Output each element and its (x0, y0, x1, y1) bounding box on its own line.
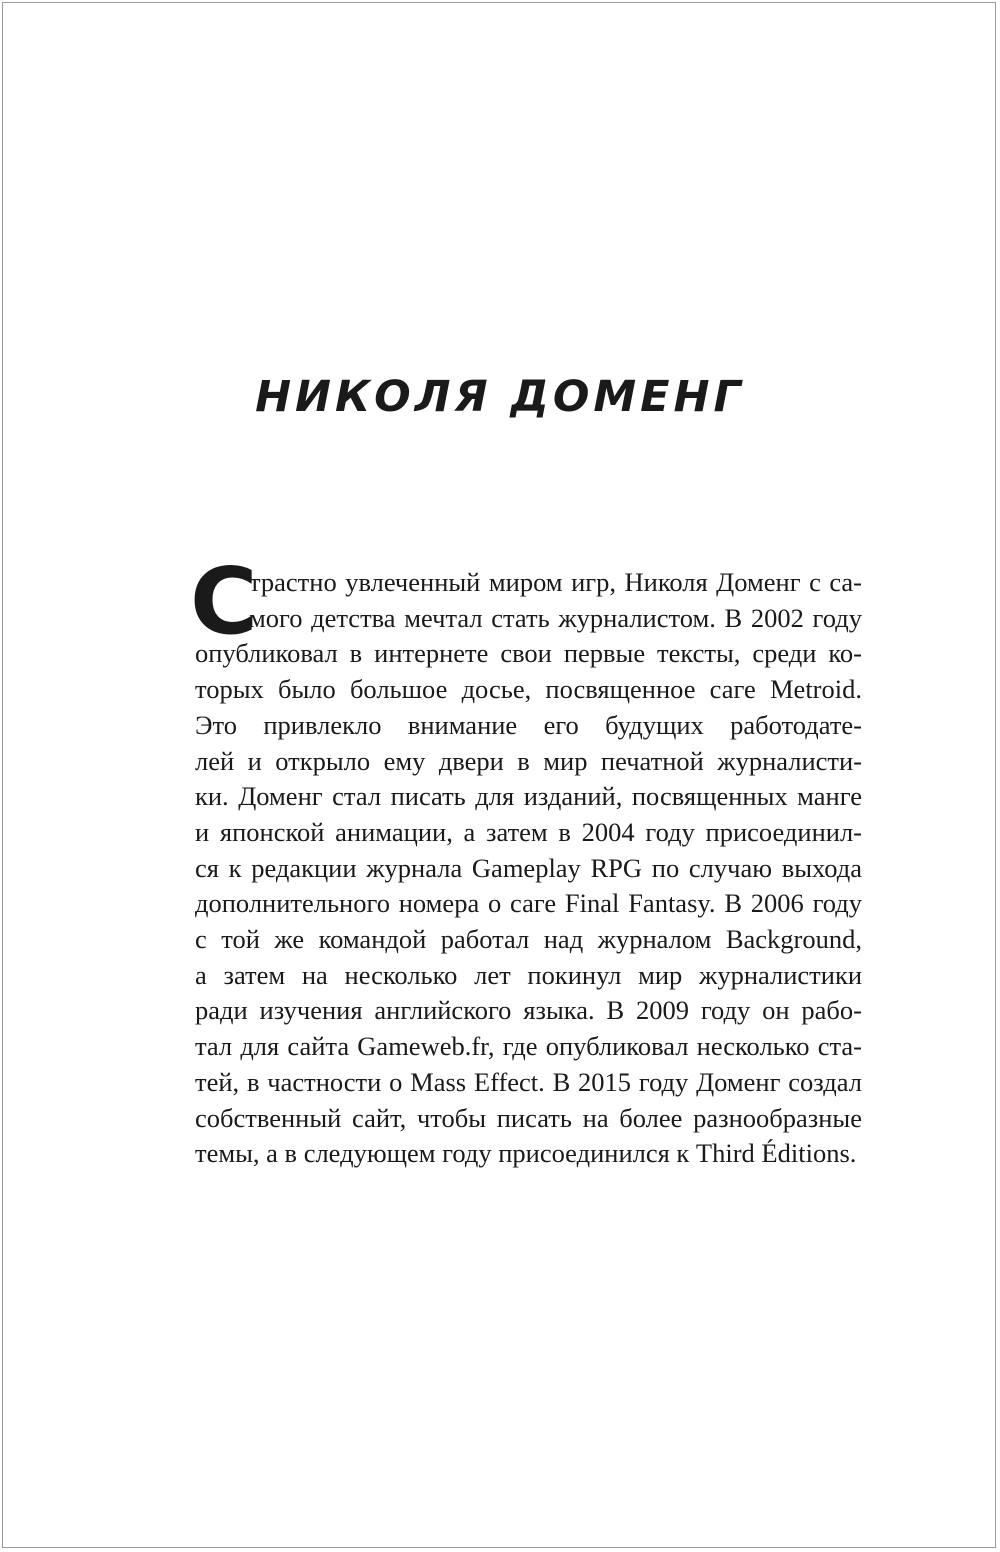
text-line: и японской анимации, а затем в 2004 году присоединил- (195, 816, 862, 847)
text-line: с той же командой работал над журналом Background, (195, 924, 862, 955)
text-line: тей, в частности о Mass Effect. В 2015 году Доменг создал (195, 1066, 862, 1097)
text-line: собственный сайт, чтобы писать на более разнообразные (195, 1102, 862, 1133)
text-line: ся к редакции журнала Gameplay RPG по случаю выхода (195, 852, 862, 883)
text-line: темы, а в следующем году присоединился к Third Éditions. (195, 1138, 857, 1169)
author-heading: НИКОЛЯ ДОМЕНГ (255, 372, 745, 422)
text-line: торых было большое досье, посвященное саге Metroid. (195, 674, 862, 705)
text-line: лей и открыло ему двери в мир печатной журналисти- (195, 745, 862, 776)
text-line: ради изучения английского языка. В 2009 году он рабо- (195, 995, 862, 1026)
text-line: опубликовал в интернете свои первые тексты, среди ко- (195, 638, 862, 669)
drop-cap: С (190, 548, 258, 655)
text-line: трастно увлеченный миром игр, Николя Доменг с са- (249, 567, 862, 597)
text-line: а затем на несколько лет покинул мир журналистики (195, 959, 862, 990)
text-line: ки. Доменг стал писать для изданий, посвященных манге (195, 781, 862, 812)
text-line: тал для сайта Gameweb.fr, где опубликовал несколько ста- (195, 1031, 862, 1062)
text-line: дополнительного номера о саге Final Fantasy. В 2006 году (195, 888, 862, 919)
text-line: Это привлекло внимание его будущих работодате- (195, 709, 862, 740)
biography-paragraph (195, 565, 862, 1172)
text-line: мого детства мечтал стать журналистом. В 2002 году (249, 602, 862, 633)
